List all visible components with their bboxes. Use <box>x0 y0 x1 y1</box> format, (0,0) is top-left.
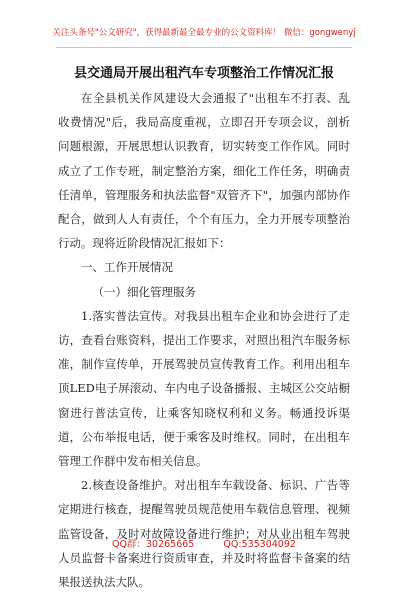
header-banner: 关注头条号"公文研究"，获得最新最全最专业的公文资料库！ 微信：gongwenyj <box>52 28 356 38</box>
document-title: 县交通局开展出租汽车专项整治工作情况汇报 <box>73 66 334 81</box>
footer <box>0 536 408 550</box>
body-paragraph: 1.落实普法宣传。对我县出租车企业和协会进行了走访，查看台账资料，提出工作要求，对照出租汽车服务标准，制作宣传单，开展驾驶员宣传教育工作。利用出租车顶LED电子屏滚动、车内电子设备播报、主城区公交站橱窗进行普法宣传，让乘客知晓权利和义务。畅通投诉渠道，公布举报电话，便于乘客及时维权。同时，在出租车管理工作群中发布相关信息。 <box>58 308 350 469</box>
footer-qq-group: QQ群：30265665 <box>112 539 195 550</box>
intro-paragraph: 在全县机关作风建设大会通报了"出租车不打表、乱收费情况"后，我局高度重视，立即召开专项会议，剖析问题根源，开展思想认识教育，切实转变工作作风。同时成立了工作专班，制定整治方案，细化工作任务，明确责任清单，管理服务和执法监督"双管齐下"，加强内部协作配合，做到人人有责任，个个有压力，全力开展专项整治行动。现将近阶段情况汇报如下： <box>58 91 350 251</box>
section-heading: 一、工作开展情况 <box>81 260 173 275</box>
footer-qq-contact: QQ:535304092 <box>223 539 296 550</box>
subsection-heading: （一）细化管理服务 <box>92 284 196 299</box>
document-body <box>58 86 350 594</box>
body-paragraph: 2.核查设备维护。对出租车车载设备、标识、广告等定期进行核查，提醒驾驶员规范使用车载信息管理、视频监管设备，及时对故障设备进行维护；对从业出租车驾驶人员监督卡备案进行资质审查，并及时将监督卡备案的结果报送执法大队。 <box>58 478 350 590</box>
header-divider <box>56 47 352 48</box>
